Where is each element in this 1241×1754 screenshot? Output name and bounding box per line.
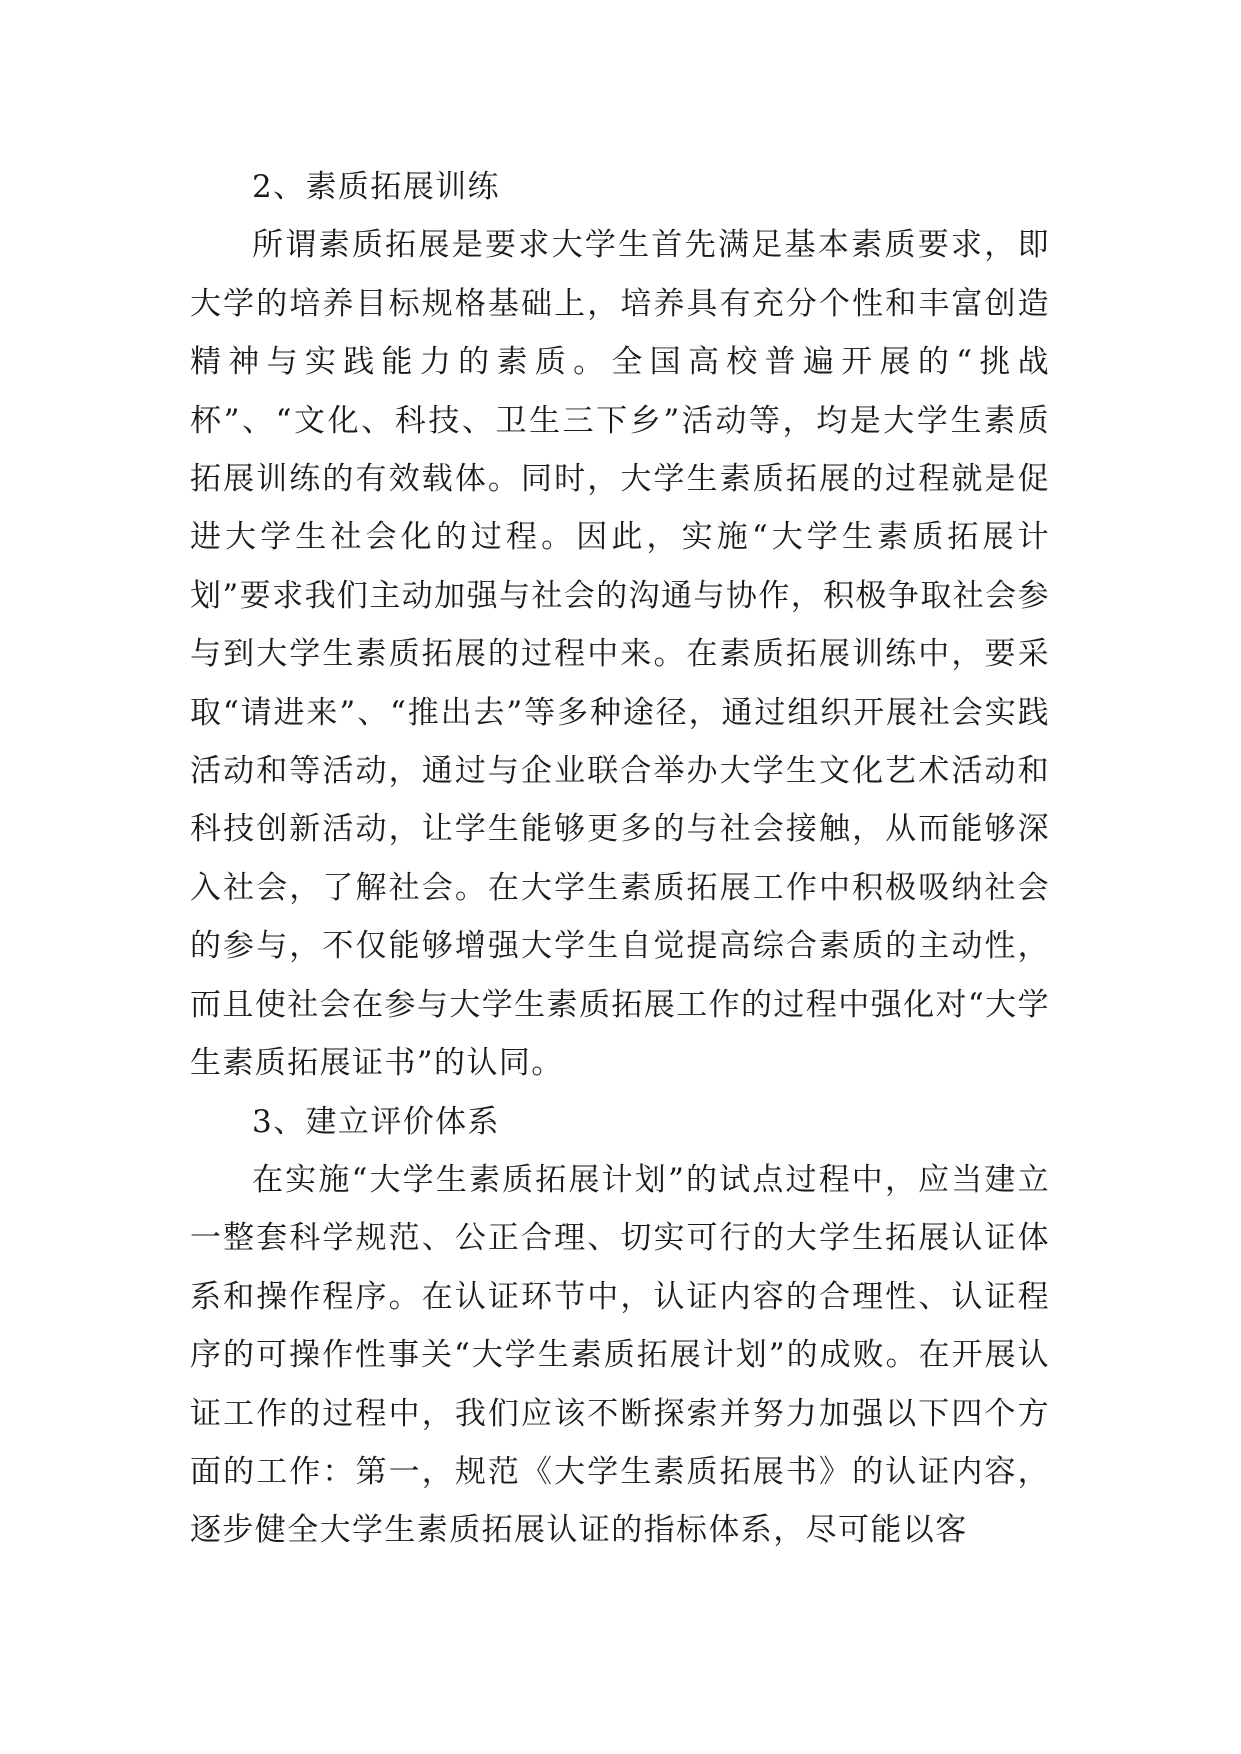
document-body [190, 158, 1050, 1560]
section-paragraph-quality-training: 所谓素质拓展是要求大学生首先满足基本素质要求，即大学的培养目标规格基础上，培养具有充分个性和丰富创造精神与实践能力的素质。全国高校普遍开展的“挑战杯”、“文化、科技、卫生三下乡”活动等，均是大学生素质拓展训练的有效载体。同时，大学生素质拓展的过程就是促进大学生社会化的过程。因此，实施“大学生素质拓展计划”要求我们主动加强与社会的沟通与协作，积极争取社会参与到大学生素质拓展的过程中来。在素质拓展训练中，要采取“请进来”、“推出去”等多种途径，通过组织开展社会实践活动和等活动，通过与企业联合举办大学生文化艺术活动和科技创新活动，让学生能够更多的与社会接触，从而能够深入社会，了解社会。在大学生素质拓展工作中积极吸纳社会的参与，不仅能够增强大学生自觉提高综合素质的主动性，而且使社会在参与大学生素质拓展工作的过程中强化对“大学生素质拓展证书”的认同。 [190, 227, 1050, 1082]
section-paragraph-evaluation-system: 在实施“大学生素质拓展计划”的试点过程中，应当建立一整套科学规范、公正合理、切实可行的大学生拓展认证体系和操作程序。在认证环节中，认证内容的合理性、认证程序的可操作性事关“大学生素质拓展计划”的成败。在开展认证工作的过程中，我们应该不断探索并努力加强以下四个方面的工作：第一，规范《大学生素质拓展书》的认证内容，逐步健全大学生素质拓展认证的指标体系，尽可能以客 [190, 1161, 1050, 1549]
section-heading-quality-training: 2、素质拓展训练 [252, 169, 500, 205]
section-heading-evaluation-system: 3、建立评价体系 [252, 1103, 500, 1140]
